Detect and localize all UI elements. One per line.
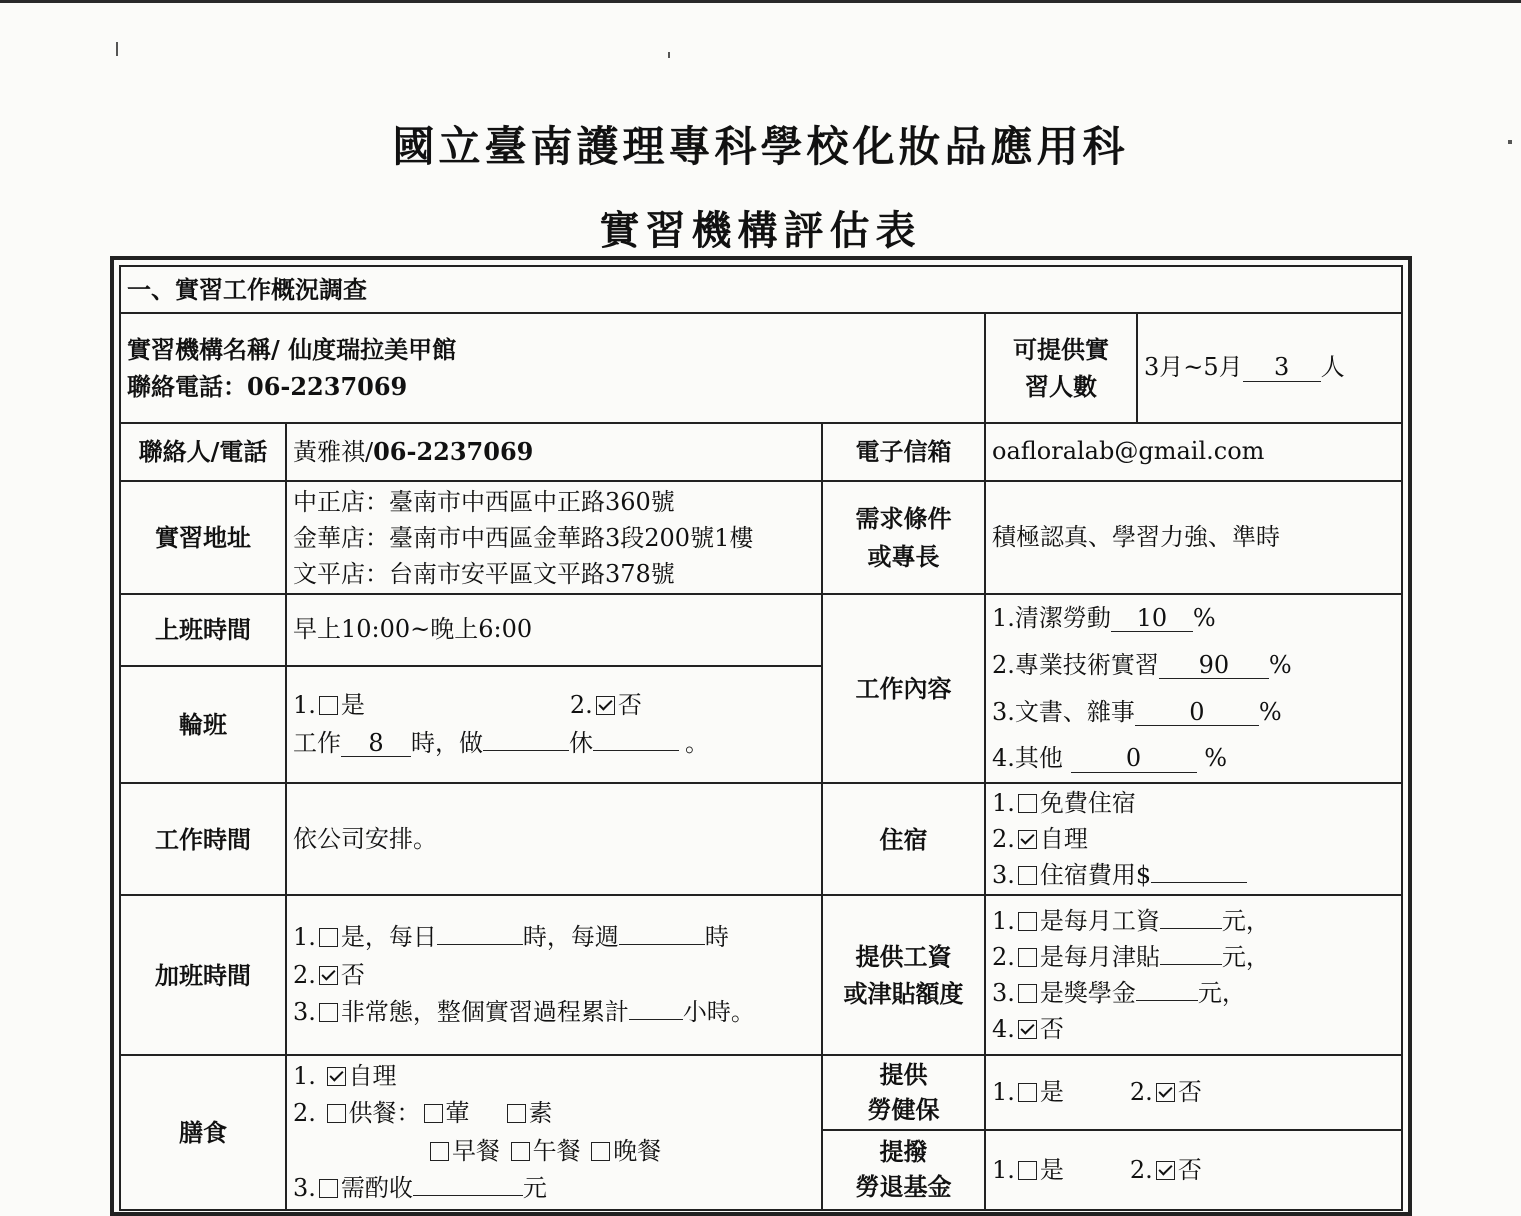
- evaluation-form-table: [119, 265, 1403, 1211]
- meals-fee-checkbox[interactable]: [319, 1179, 338, 1198]
- overtime-option-no: 2. 否: [293, 960, 365, 989]
- pension-no-checkbox[interactable]: [1156, 1161, 1175, 1180]
- capacity-label-cell: [985, 313, 1137, 423]
- insurance-label-line1: 提供: [879, 1059, 928, 1089]
- meals-lunch-checkbox[interactable]: [511, 1142, 530, 1161]
- overtime-value: [286, 895, 822, 1055]
- address-value: [286, 481, 822, 594]
- meals-value: [286, 1055, 822, 1210]
- contact-phone: 06-2237069: [373, 436, 534, 466]
- overtime-yes-checkbox[interactable]: [319, 928, 338, 947]
- overtime-weekly-hours[interactable]: [619, 920, 705, 945]
- address-row: [120, 481, 1402, 594]
- work-content-item-professional: 2.專業技術實習 90 %: [992, 650, 1292, 679]
- clerical-percent[interactable]: 0: [1135, 699, 1259, 726]
- salary-option-allowance: 2. 是每月津貼 元，: [992, 939, 1395, 975]
- document-subtitle: 實習機構評估表: [599, 207, 922, 254]
- shift-value: [286, 666, 822, 783]
- insurance-yes-checkbox[interactable]: [1018, 1083, 1037, 1102]
- address-line-zhongzheng: 中正店：臺南市中西區中正路360號: [293, 487, 675, 516]
- salary-option-wage: 1. 是每月工資 元，: [992, 903, 1395, 939]
- email-label: 電子信箱: [822, 423, 985, 481]
- address-line-jinhua: 金華店：臺南市中西區金華路3段200號1樓: [293, 523, 754, 552]
- meals-label: 膳食: [120, 1055, 286, 1210]
- organization-phone: 06-2237069: [247, 372, 408, 401]
- work-content-item-clerical: 3.文書、雜事 0 %: [992, 697, 1282, 726]
- organization-row: [120, 313, 1402, 423]
- overtime-no-checkbox[interactable]: [319, 966, 338, 985]
- section-title: 一、實習工作概況調查: [120, 266, 1402, 313]
- meals-provided-checkbox[interactable]: [327, 1104, 346, 1123]
- overtime-label: 加班時間: [120, 895, 286, 1055]
- lodging-fee-amount[interactable]: [1151, 858, 1247, 883]
- lodging-option-self: 2. 自理: [992, 825, 1088, 854]
- pension-label-line1: 提撥: [879, 1137, 928, 1167]
- contact-value: [286, 423, 822, 481]
- pension-label: [822, 1130, 985, 1210]
- work-hours-row: [120, 594, 1402, 666]
- work-content-value: [985, 594, 1402, 783]
- lodging-self-checkbox[interactable]: [1018, 830, 1037, 849]
- lodging-value: [985, 783, 1402, 895]
- insurance-label-line2: 勞健保: [867, 1094, 940, 1124]
- salary-allowance-checkbox[interactable]: [1018, 948, 1037, 967]
- shift-rest-days[interactable]: [593, 726, 679, 751]
- meals-option-times: 早餐 午餐 晚餐: [293, 1133, 815, 1170]
- overtime-option-irregular: 3. 非常態，整個實習過程累計 小時。: [293, 994, 815, 1031]
- document-title: 國立臺南護理專科學校化妝品應用科: [392, 122, 1129, 171]
- overtime-row: [120, 895, 1402, 1055]
- shift-work-hours[interactable]: 8: [341, 730, 411, 757]
- overtime-irregular-checkbox[interactable]: [319, 1003, 338, 1022]
- insurance-label: [822, 1055, 985, 1130]
- salary-label-line2: 或津貼額度: [843, 979, 964, 1009]
- overtime-total-hours[interactable]: [629, 995, 683, 1020]
- organization-cell: [120, 313, 985, 423]
- salary-value: [985, 895, 1402, 1055]
- other-percent[interactable]: 0: [1071, 745, 1197, 772]
- work-content-item-other: 4.其他 0 %: [992, 744, 1227, 773]
- capacity-label-line1: 可提供實: [1013, 334, 1109, 364]
- cleaning-percent[interactable]: 10: [1111, 605, 1193, 632]
- salary-label: [822, 895, 985, 1055]
- meals-meat-checkbox[interactable]: [424, 1104, 443, 1123]
- requirements-label: [822, 481, 985, 594]
- shift-options: 1. 是 2. 否: [293, 691, 642, 720]
- pension-value: 1. 是 2. 否: [985, 1130, 1402, 1210]
- salary-none-checkbox[interactable]: [1018, 1020, 1037, 1039]
- salary-allowance-amount[interactable]: [1160, 940, 1222, 965]
- lodging-label: 住宿: [822, 783, 985, 895]
- meals-breakfast-checkbox[interactable]: [430, 1142, 449, 1161]
- meals-option-fee: 3. 需酌收 元: [293, 1170, 815, 1207]
- lodging-fee-checkbox[interactable]: [1018, 866, 1037, 885]
- salary-label-line1: 提供工資: [855, 942, 952, 971]
- lodging-option-free: 1. 免費住宿: [992, 789, 1136, 818]
- work-time-value: 依公司安排。: [286, 783, 822, 895]
- meals-fee-amount[interactable]: [413, 1171, 523, 1196]
- overtime-option-yes: 1. 是，每日 時，每週 時: [293, 919, 815, 956]
- work-hours-value: 早上10:00~晚上6:00: [286, 594, 822, 666]
- capacity-period: 3月~5月: [1144, 353, 1243, 382]
- pension-label-line2: 勞退基金: [855, 1172, 952, 1202]
- meals-insurance-row: [120, 1055, 1402, 1130]
- capacity-value-cell: [1137, 313, 1402, 423]
- requirements-value: 積極認真、學習力強、準時: [985, 481, 1402, 594]
- work-time-label: 工作時間: [120, 783, 286, 895]
- requirements-label-line1: 需求條件: [855, 504, 952, 534]
- capacity-count[interactable]: 3: [1243, 354, 1321, 381]
- scan-top-edge: [0, 0, 1521, 3]
- salary-scholarship-checkbox[interactable]: [1018, 984, 1037, 1003]
- contact-label: 聯絡人/電話: [120, 423, 286, 481]
- salary-option-scholarship: 3. 是獎學金 元，: [992, 975, 1395, 1011]
- organization-name: 實習機構名稱/ 仙度瑞拉美甲館: [127, 334, 457, 364]
- shift-yes-checkbox[interactable]: [319, 696, 338, 715]
- work-content-item-cleaning: 1.清潔勞動 10 %: [992, 604, 1216, 632]
- email-value: oafloralab@gmail.com: [985, 423, 1402, 481]
- meals-dinner-checkbox[interactable]: [591, 1142, 610, 1161]
- lodging-free-checkbox[interactable]: [1018, 794, 1037, 813]
- pension-yes-checkbox[interactable]: [1018, 1161, 1037, 1180]
- lodging-option-fee: 3. 住宿費用$: [992, 857, 1395, 893]
- salary-option-none: 4. 否: [992, 1015, 1064, 1044]
- insurance-value: 1. 是 2. 否: [985, 1055, 1402, 1130]
- salary-wage-checkbox[interactable]: [1018, 912, 1037, 931]
- section-header-row: [120, 266, 1402, 313]
- organization-phone-line: [127, 368, 978, 405]
- meals-option-self: 1. 自理: [293, 1062, 397, 1091]
- capacity-label-line2: 習人數: [1025, 372, 1097, 401]
- address-line-wenping: 文平店：台南市安平區文平路378號: [293, 559, 675, 588]
- shift-label: 輪班: [120, 666, 286, 783]
- work-time-row: [120, 783, 1402, 895]
- phone-prefix: 聯絡電話：: [127, 372, 247, 401]
- shift-work-days[interactable]: [483, 726, 569, 751]
- overtime-daily-hours[interactable]: [437, 920, 523, 945]
- professional-percent[interactable]: 90: [1159, 652, 1269, 679]
- capacity-unit: 人: [1320, 353, 1345, 382]
- requirements-label-line2: 或專長: [867, 541, 940, 571]
- salary-scholarship-amount[interactable]: [1136, 976, 1198, 1001]
- address-label: 實習地址: [120, 481, 286, 594]
- shift-detail: 工作 8 時，做 休 。: [293, 725, 815, 762]
- meals-veg-checkbox[interactable]: [507, 1104, 526, 1123]
- contact-row: [120, 423, 1402, 481]
- scan-speck: [668, 52, 670, 58]
- meals-option-provided: 2. 供餐： 葷 素: [293, 1099, 553, 1128]
- scan-speck: [116, 42, 118, 56]
- work-content-label: 工作內容: [822, 594, 985, 783]
- shift-no-checkbox[interactable]: [596, 696, 615, 715]
- meals-self-checkbox[interactable]: [327, 1067, 346, 1086]
- work-hours-label: 上班時間: [120, 594, 286, 666]
- salary-wage-amount[interactable]: [1160, 904, 1222, 929]
- contact-name: 黃雅祺/: [293, 437, 374, 466]
- insurance-no-checkbox[interactable]: [1156, 1083, 1175, 1102]
